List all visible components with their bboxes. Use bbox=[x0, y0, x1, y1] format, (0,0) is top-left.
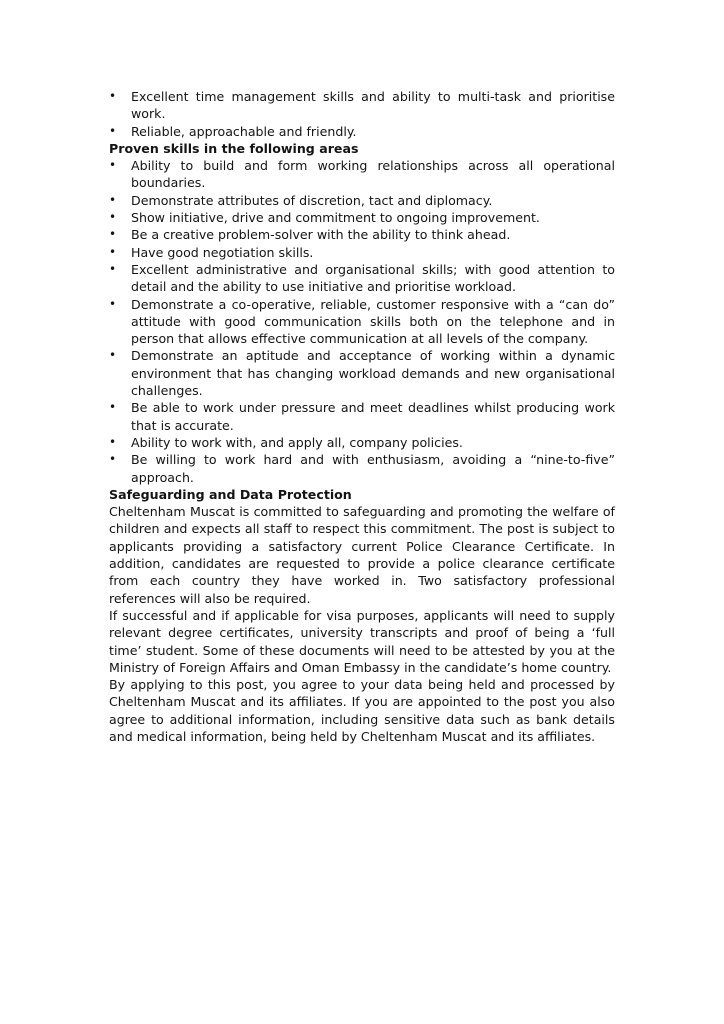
list-item: • Be able to work under pressure and meet deadlines whilst producing work that is accurate. bbox=[109, 399, 615, 434]
list-item: • Excellent time management skills and ability to multi-task and prioritise work. bbox=[109, 88, 615, 123]
safeguarding-paragraph: Cheltenham Muscat is committed to safeguarding and promoting the welfare of children and expects all staff to respect this commitment. The post is subject to applicants providing a satisfactory current Police Clearance Certificate. In addition, candidates are requested to provide a police clearance certificate from each country they have worked in. Two satisfactory professional references will also be required. bbox=[109, 504, 615, 606]
list-item: • Be willing to work hard and with enthusiasm, avoiding a “nine-to-five” approach. bbox=[109, 451, 615, 486]
list-item: • Show initiative, drive and commitment to ongoing improvement. bbox=[109, 209, 615, 226]
top-bullet-list bbox=[109, 88, 615, 140]
list-item: • Excellent administrative and organisational skills; with good attention to detail and the ability to use initiative and prioritise workload. bbox=[109, 261, 615, 296]
list-item: • Demonstrate attributes of discretion, tact and diplomacy. bbox=[109, 192, 615, 209]
list-item: • Ability to work with, and apply all, company policies. bbox=[109, 434, 615, 451]
list-item: • Ability to build and form working relationships across all operational boundaries. bbox=[109, 157, 615, 192]
list-item: • Demonstrate an aptitude and acceptance of working within a dynamic environment that has changing workload demands and new organisational challenges. bbox=[109, 347, 615, 399]
skills-list bbox=[109, 157, 615, 486]
visa-paragraph: If successful and if applicable for visa purposes, applicants will need to supply relevant degree certificates, university transcripts and proof of being a ‘full time’ student. Some of these documents will need to be attested by you at the Ministry of Foreign Affairs and Oman Embassy in the candidate’s home country. bbox=[109, 607, 615, 675]
list-item: • Have good negotiation skills. bbox=[109, 244, 615, 261]
list-item: • Reliable, approachable and friendly. bbox=[109, 123, 615, 140]
skills-heading: Proven skills in the following areas bbox=[109, 140, 359, 156]
safeguarding-heading: Safeguarding and Data Protection bbox=[109, 486, 352, 502]
list-item: • Be a creative problem-solver with the ability to think ahead. bbox=[109, 226, 615, 243]
data-protection-paragraph: By applying to this post, you agree to your data being held and processed by Cheltenham Muscat and its affiliates. If you are appointed to the post you also agree to additional information, including sensitive data such as bank details and medical information, being held by Cheltenham Muscat and its affiliates. bbox=[109, 677, 615, 744]
list-item: • Demonstrate a co-operative, reliable, customer responsive with a “can do” attitude with good communication skills both on the telephone and in person that allows effective communication at all levels of the company. bbox=[109, 296, 615, 348]
document-page bbox=[109, 88, 615, 745]
